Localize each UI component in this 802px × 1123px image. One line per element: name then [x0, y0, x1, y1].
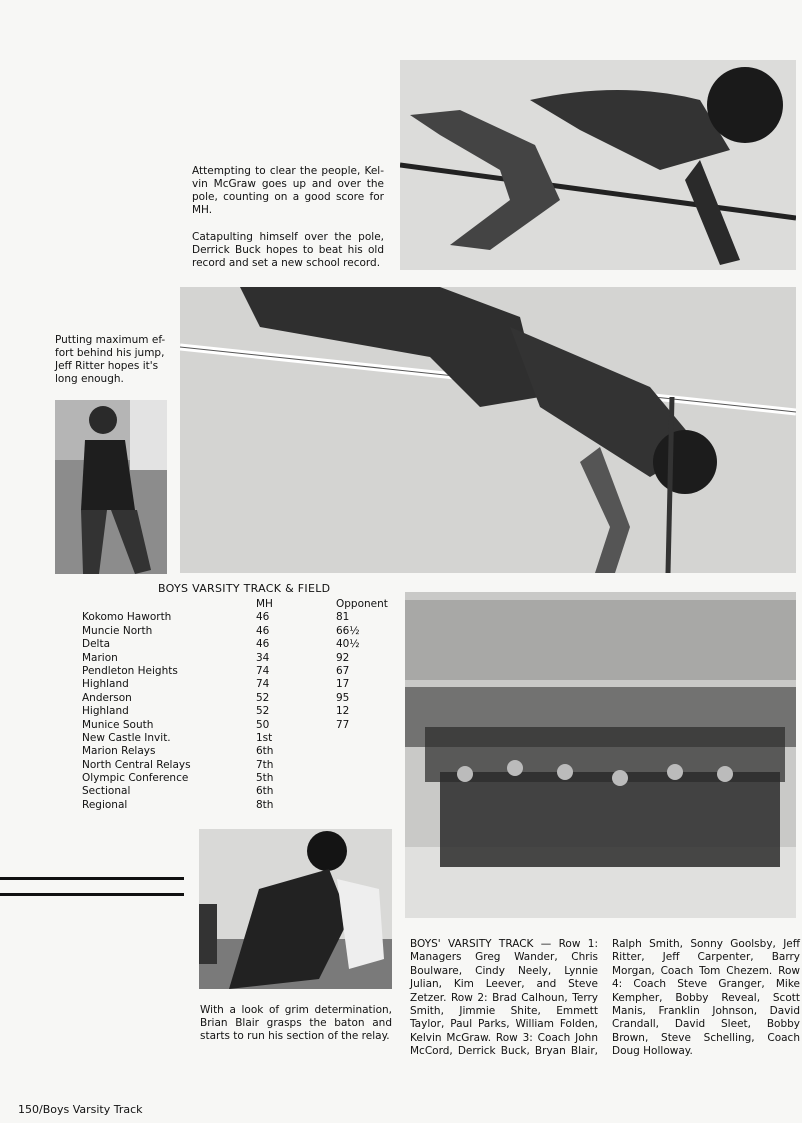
meet-name: Olympic Conference — [82, 772, 189, 785]
high-jump-photo-mcgraw — [400, 60, 796, 270]
scoreboard-table — [82, 598, 392, 812]
team-caption: BOYS' VARSITY TRACK — Row 1: Managers Greg Wander, Chris Boulware, Cindy Neely, Lynnie Julian, Kim Leever, and Steve Zetzer. Row 2: Brad Calhoun, Terry Smith, Jimmie Shite, Emmett Taylor, Paul Parks, William Folden, Kelvin McGraw. Row 3: Coach John McCord, Derrick Buck, Bryan Blair, Ralph Smith, Sonny Goolsby, Jeff Ritter, Jeff Carpenter, Barry Morgan, Coach Tom Chezem. Row 4: Coach Steve Granger, Mike Kempher, Bobby Reveal, Scott Manis, Franklin Johnson, David Crandall, David Sleet, Bobby Brown, Steve Schelling, Coach Doug Holloway. — [410, 938, 800, 1058]
column-mh: MH — [256, 598, 273, 610]
score-row — [82, 745, 392, 758]
opponent-score — [336, 785, 392, 798]
opponent-score: 12 — [336, 705, 350, 718]
mh-score: 46 — [256, 611, 270, 624]
caption-ritter: Putting maximum ef-fort behind his jump, Jeff Ritter hopes it's long enough. — [55, 334, 166, 385]
meet-name: Regional — [82, 798, 128, 811]
score-row — [82, 785, 392, 798]
meet-name: Kokomo Haworth — [82, 611, 172, 624]
score-row — [82, 705, 392, 718]
mh-score: 6th — [256, 745, 274, 758]
score-row — [82, 719, 392, 732]
mh-score: 50 — [256, 718, 270, 731]
caption-mcgraw: Attempting to clear the people, Kel-vin McGraw goes up and over the pole, counting on a good score for MH. — [192, 165, 384, 216]
score-row — [82, 638, 392, 651]
score-row — [82, 652, 392, 665]
scoreboard-title: BOYS VARSITY TRACK & FIELD — [158, 582, 331, 595]
meet-name: Highland — [82, 678, 129, 691]
opponent-score: 92 — [336, 651, 350, 664]
caption-buck: Catapulting himself over the pole, Derrick Buck hopes to beat his old record and set a new school record. — [192, 231, 384, 269]
score-row — [82, 692, 392, 705]
opponent-score — [336, 745, 392, 758]
score-row — [82, 732, 392, 745]
divider-rule-bottom — [0, 893, 184, 896]
opponent-score — [336, 772, 392, 785]
opponent-score — [336, 732, 392, 745]
opponent-score: 95 — [336, 691, 350, 704]
runner-photo-ritter — [55, 400, 167, 574]
mh-score: 7th — [256, 758, 274, 771]
mh-score: 1st — [256, 731, 273, 744]
meet-name: Highland — [82, 705, 129, 718]
divider-rule-top — [0, 877, 184, 880]
mh-score: 52 — [256, 691, 270, 704]
meet-name: New Castle Invit. — [82, 731, 171, 744]
meet-name: Sectional — [82, 785, 131, 798]
score-row — [82, 799, 392, 812]
score-row — [82, 678, 392, 691]
score-row — [82, 611, 392, 624]
opponent-score — [336, 759, 392, 772]
opponent-score: 40½ — [336, 638, 360, 651]
mh-score: 46 — [256, 624, 270, 637]
mh-score: 74 — [256, 664, 270, 677]
team-photo — [405, 592, 796, 918]
mh-score: 46 — [256, 638, 270, 651]
meet-name: Anderson — [82, 691, 132, 704]
score-row — [82, 772, 392, 785]
meet-name: Marion — [82, 651, 118, 664]
mh-score: 5th — [256, 772, 274, 785]
page-folio: 150/Boys Varsity Track — [18, 1103, 143, 1116]
opponent-score: 17 — [336, 678, 350, 691]
meet-name: Munice South — [82, 718, 154, 731]
column-opponent: Opponent — [336, 598, 388, 610]
opponent-score — [336, 799, 392, 812]
caption-blair: With a look of grim determination, Brian Blair grasps the baton and starts to run his section of the relay. — [200, 1004, 392, 1042]
score-row — [82, 625, 392, 638]
mh-score: 8th — [256, 798, 274, 811]
opponent-score: 77 — [336, 718, 350, 731]
high-jump-photo-buck — [180, 287, 796, 573]
mh-score: 52 — [256, 705, 270, 718]
mh-score: 74 — [256, 678, 270, 691]
score-row — [82, 665, 392, 678]
score-row — [82, 759, 392, 772]
meet-name: Muncie North — [82, 624, 153, 637]
opponent-score: 81 — [336, 611, 350, 624]
relay-photo-blair — [199, 829, 392, 989]
mh-score: 34 — [256, 651, 270, 664]
opponent-score: 67 — [336, 664, 350, 677]
meet-name: Pendleton Heights — [82, 664, 178, 677]
meet-name: Delta — [82, 638, 111, 651]
scoreboard-header — [82, 598, 392, 611]
mh-score: 6th — [256, 785, 274, 798]
meet-name: Marion Relays — [82, 745, 156, 758]
opponent-score: 66½ — [336, 624, 360, 637]
meet-name: North Central Relays — [82, 758, 191, 771]
